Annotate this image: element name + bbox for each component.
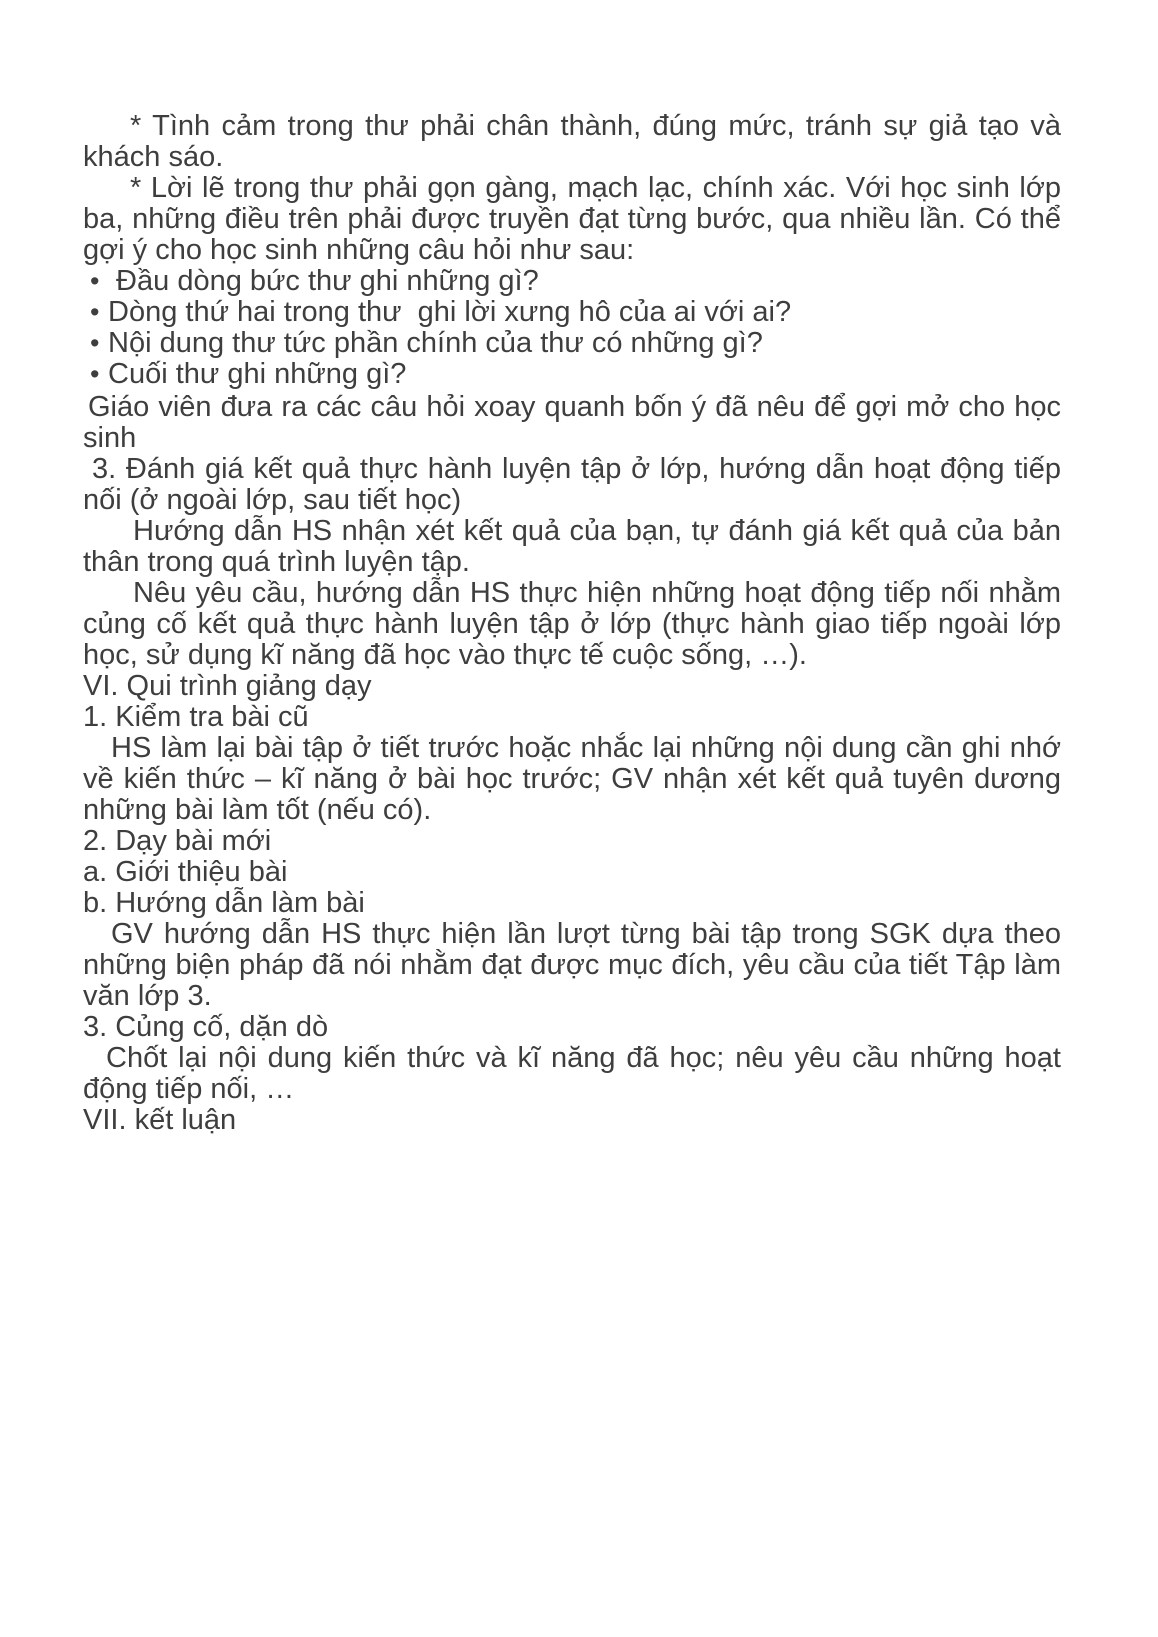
- paragraph-guide-peer-review: Hướng dẫn HS nhận xét kết quả của bạn, tự đánh giá kết quả của bản thân trong quá trình luyện tập.: [83, 515, 1061, 578]
- paragraph-wrap-up: Chốt lại nội dung kiến thức và kĩ năng đã học; nêu yêu cầu những hoạt động tiếp nối, …: [83, 1042, 1061, 1105]
- heading-vi-teaching-process: VI. Qui trình giảng dạy: [83, 670, 372, 702]
- heading-vii-conclusion: VII. kết luận: [83, 1104, 237, 1136]
- paragraph-sentiment-note: * Tình cảm trong thư phải chân thành, đúng mức, tránh sự giả tạo và khách sáo.: [83, 110, 1061, 173]
- item-2b-guide-exercise: b. Hướng dẫn làm bài: [83, 887, 365, 919]
- paragraph-teacher-questions: Giáo viên đưa ra các câu hỏi xoay quanh bốn ý đã nêu để gợi mở cho học sinh: [83, 391, 1061, 454]
- list-item: • Dòng thứ hai trong thư ghi lời xưng hô của ai với ai?: [83, 297, 1061, 328]
- paragraph-section-3-evaluation: 3. Đánh giá kết quả thực hành luyện tập ở lớp, hướng dẫn hoạt động tiếp nối (ở ngoài lớp, sau tiết học): [83, 453, 1061, 516]
- item-2a-introduce-lesson: a. Giới thiệu bài: [83, 856, 288, 888]
- paragraph-hs-redo-exercises: HS làm lại bài tập ở tiết trước hoặc nhắc lại những nội dung cần ghi nhớ về kiến thức – kĩ năng ở bài học trước; GV nhận xét kết quả tuyên dương những bài làm tốt (nếu có).: [83, 732, 1061, 826]
- list-item: • Đầu dòng bức thư ghi những gì?: [83, 266, 1061, 297]
- paragraph-gv-guide-sgk: GV hướng dẫn HS thực hiện lần lượt từng bài tập trong SGK dựa theo những biện pháp đã nói nhằm đạt được mục đích, yêu cầu của tiết Tập làm văn lớp 3.: [83, 918, 1061, 1012]
- paragraph-follow-up-activities: Nêu yêu cầu, hướng dẫn HS thực hiện những hoạt động tiếp nối nhằm củng cố kết quả thực hành luyện tập ở lớp (thực hành giao tiếp ngoài lớp học, sử dụng kĩ năng đã học vào thực tế cuộc sống, …).: [83, 577, 1061, 671]
- item-2-new-lesson: 2. Dạy bài mới: [83, 825, 272, 857]
- list-item: • Nội dung thư tức phần chính của thư có những gì?: [83, 328, 1061, 359]
- list-item: • Cuối thư ghi những gì?: [83, 359, 1061, 390]
- question-list: [83, 266, 1061, 390]
- item-1-check-old-lesson: 1. Kiểm tra bài cũ: [83, 701, 309, 733]
- paragraph-language-note: * Lời lẽ trong thư phải gọn gàng, mạch lạc, chính xác. Với học sinh lớp ba, những điều trên phải được truyền đạt từng bước, qua nhiều lần. Có thể gợi ý cho học sinh những câu hỏi như sau:: [83, 172, 1061, 266]
- item-3-consolidate: 3. Củng cố, dặn dò: [83, 1011, 329, 1043]
